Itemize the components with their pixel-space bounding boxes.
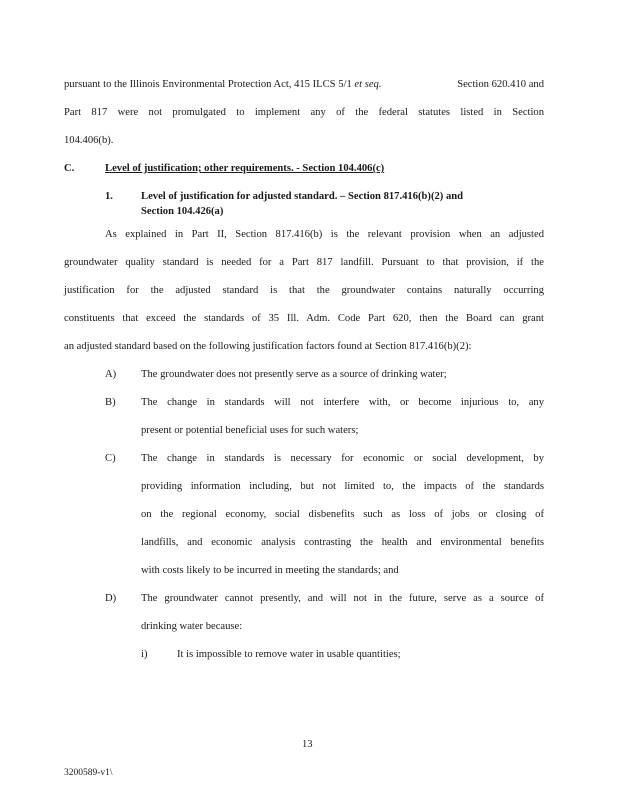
item-b-line-2: present or potential beneficial uses for such waters;	[141, 425, 359, 436]
section-c-label: C.	[64, 163, 75, 174]
para2-line-1: As explained in Part II, Section 817.416(b) is the relevant provision when an adjusted	[105, 229, 544, 240]
item-b-line-1: The change in standards will not interfere with, or become injurious to, any	[141, 397, 544, 408]
item-d-line-2: drinking water because:	[141, 621, 243, 632]
item-a-label: A)	[105, 369, 117, 380]
subsection-1-heading-line-2: Section 104.426(a)	[141, 206, 224, 217]
para2-line-5: an adjusted standard based on the following justification factors found at Section 817.416(b)(2):	[64, 341, 472, 352]
page-number: 13	[302, 739, 313, 750]
section-c-heading: Level of justification; other requirements. - Section 104.406(c)	[105, 163, 385, 174]
para1-line-1: pursuant to the Illinois Environmental Protection Act, 415 ILCS 5/1 et seq. Section 620.410 and	[64, 79, 544, 90]
document-id: 3200589-v1\	[64, 768, 113, 778]
item-c-line-4: landfills, and economic analysis contrasting the health and environmental benefits	[141, 537, 544, 548]
item-c-line-1: The change in standards is necessary for economic or social development, by	[141, 453, 544, 464]
item-c-line-5: with costs likely to be incurred in meeting the standards; and	[141, 565, 399, 576]
para2-line-2: groundwater quality standard is needed for a Part 817 landfill. Pursuant to that provision, if the	[64, 257, 544, 268]
para2-line-3: justification for the adjusted standard is that the groundwater contains naturally occurring	[64, 285, 544, 296]
item-a-line-1: The groundwater does not presently serve as a source of drinking water;	[141, 369, 447, 380]
et-seq-italic: et seq.	[354, 79, 382, 90]
item-b-label: B)	[105, 397, 116, 408]
para1-line-3: 104.406(b).	[64, 135, 114, 146]
subitem-i-text: It is impossible to remove water in usable quantities;	[177, 649, 401, 660]
item-c-label: C)	[105, 453, 116, 464]
para2-line-4: constituents that exceed the standards of 35 Ill. Adm. Code Part 620, then the Board can grant	[64, 313, 544, 324]
item-d-label: D)	[105, 593, 117, 604]
item-c-line-2: providing information including, but not limited to, the impacts of the standards	[141, 481, 544, 492]
subitem-i-label: i)	[141, 649, 148, 660]
item-c-line-3: on the regional economy, social disbenefits such as loss of jobs or closing of	[141, 509, 544, 520]
item-d-line-1: The groundwater cannot presently, and will not in the future, serve as a source of	[141, 593, 544, 604]
subsection-1-label: 1.	[105, 191, 113, 202]
subsection-1-heading-line-1: Level of justification for adjusted standard. – Section 817.416(b)(2) and	[141, 191, 464, 202]
para1-line-2: Part 817 were not promulgated to implement any of the federal statutes listed in Section	[64, 107, 544, 118]
